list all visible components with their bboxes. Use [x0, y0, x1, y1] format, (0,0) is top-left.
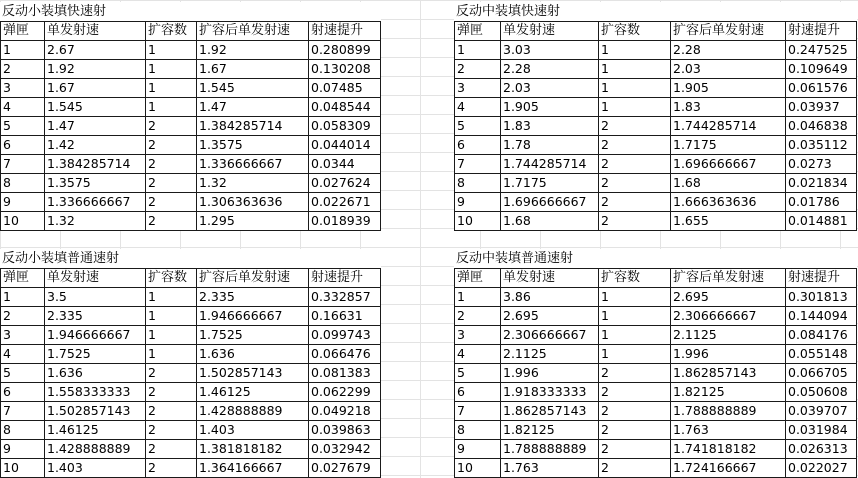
table-row — [455, 193, 857, 212]
table-row — [455, 326, 857, 345]
table-row — [1, 288, 381, 307]
table-cell[interactable]: 0.027679 — [309, 459, 381, 478]
table-cell[interactable]: 0.03937 — [786, 98, 857, 117]
table-cell[interactable]: 9 — [455, 440, 501, 459]
table-cell[interactable]: 0.247525 — [786, 41, 857, 60]
table-cell[interactable]: 7 — [455, 402, 501, 421]
table-cell[interactable]: 2 — [599, 212, 671, 231]
table-cell[interactable]: 2 — [599, 383, 671, 402]
table-row — [1, 60, 381, 79]
table-cell[interactable]: 3.5 — [45, 288, 146, 307]
table-row — [455, 41, 857, 60]
table-cell[interactable]: 2 — [455, 307, 501, 326]
table-cell[interactable]: 2 — [146, 421, 197, 440]
table-row — [1, 117, 381, 136]
table-cell[interactable]: 10 — [455, 459, 501, 478]
table-cell[interactable]: 2 — [599, 364, 671, 383]
table-title[interactable]: 反动中装填普通速射 — [456, 251, 574, 266]
header-cell-magazine[interactable]: 弹匣 — [455, 22, 501, 41]
table-row — [1, 41, 381, 60]
table-cell[interactable]: 1 — [146, 326, 197, 345]
table-title[interactable]: 反动小装填普通速射 — [2, 251, 120, 266]
table-cell[interactable]: 3.03 — [501, 41, 599, 60]
table-cell[interactable]: 1.763 — [671, 421, 786, 440]
table-cell[interactable]: 1.744285714 — [501, 155, 599, 174]
table-cell[interactable]: 1 — [146, 60, 197, 79]
table-cell[interactable]: 1 — [1, 41, 45, 60]
table-block-small-normal — [0, 249, 381, 478]
table-cell[interactable]: 1.666363636 — [671, 193, 786, 212]
table-cell[interactable]: 0.032942 — [309, 440, 381, 459]
table-row — [455, 459, 857, 478]
table-cell[interactable]: 0.046838 — [786, 117, 857, 136]
table-block-small-fast — [0, 2, 381, 231]
table-cell[interactable]: 1.67 — [197, 60, 309, 79]
table-cell[interactable]: 2.1125 — [671, 326, 786, 345]
table-row — [455, 98, 857, 117]
table-cell[interactable]: 1.7175 — [671, 136, 786, 155]
table-cell[interactable]: 0.031984 — [786, 421, 857, 440]
table-row — [1, 174, 381, 193]
table-cell[interactable]: 0.130208 — [309, 60, 381, 79]
table-cell[interactable]: 7 — [455, 155, 501, 174]
table-block-medium-fast — [454, 2, 857, 231]
table-cell[interactable]: 1.83 — [671, 98, 786, 117]
table-row — [455, 402, 857, 421]
table-cell[interactable]: 3 — [1, 326, 45, 345]
data-table — [0, 268, 381, 478]
table-cell[interactable]: 1.384285714 — [197, 117, 309, 136]
table-row — [455, 288, 857, 307]
table-cell[interactable]: 5 — [455, 117, 501, 136]
table-cell[interactable]: 2 — [146, 212, 197, 231]
table-cell[interactable]: 2 — [146, 193, 197, 212]
table-cell[interactable]: 1.545 — [45, 98, 146, 117]
table-cell[interactable]: 6 — [455, 136, 501, 155]
table-cell[interactable]: 3 — [1, 79, 45, 98]
table-cell[interactable]: 0.022671 — [309, 193, 381, 212]
table-row — [1, 402, 381, 421]
table-cell[interactable]: 1 — [599, 326, 671, 345]
table-cell[interactable]: 2.335 — [197, 288, 309, 307]
table-cell[interactable]: 0.16631 — [309, 307, 381, 326]
table-cell[interactable]: 5 — [455, 364, 501, 383]
table-cell[interactable]: 3.86 — [501, 288, 599, 307]
table-cell[interactable]: 1.918333333 — [501, 383, 599, 402]
table-cell[interactable]: 1.502857143 — [197, 364, 309, 383]
table-cell[interactable]: 1.92 — [45, 60, 146, 79]
table-cell[interactable]: 2.335 — [45, 307, 146, 326]
table-cell[interactable]: 1.3575 — [197, 136, 309, 155]
table-cell[interactable]: 0.021834 — [786, 174, 857, 193]
table-cell[interactable]: 1 — [455, 41, 501, 60]
header-row — [1, 269, 381, 288]
table-cell[interactable]: 1.82125 — [671, 383, 786, 402]
table-cell[interactable]: 0.058309 — [309, 117, 381, 136]
table-cell[interactable]: 1 — [146, 288, 197, 307]
table-cell[interactable]: 1.381818182 — [197, 440, 309, 459]
table-cell[interactable]: 1.744285714 — [671, 117, 786, 136]
table-cell[interactable]: 2 — [1, 307, 45, 326]
table-cell[interactable]: 2.28 — [671, 41, 786, 60]
table-cell[interactable]: 0.027624 — [309, 174, 381, 193]
header-cell-expansion-count[interactable]: 扩容数 — [599, 269, 671, 288]
table-cell[interactable]: 4 — [455, 345, 501, 364]
table-cell[interactable]: 8 — [455, 174, 501, 193]
table-cell[interactable]: 1 — [146, 98, 197, 117]
table-cell[interactable]: 1 — [599, 345, 671, 364]
table-row — [1, 440, 381, 459]
table-cell[interactable]: 6 — [1, 136, 45, 155]
table-cell[interactable]: 2 — [599, 193, 671, 212]
table-cell[interactable]: 2.695 — [671, 288, 786, 307]
table-cell[interactable]: 0.050608 — [786, 383, 857, 402]
table-cell[interactable]: 1.862857143 — [501, 402, 599, 421]
header-row — [1, 22, 381, 41]
table-cell[interactable]: 2 — [455, 60, 501, 79]
table-cell[interactable]: 9 — [1, 193, 45, 212]
table-cell[interactable]: 1.905 — [501, 98, 599, 117]
table-cell[interactable]: 1.3575 — [45, 174, 146, 193]
table-row — [1, 212, 381, 231]
table-cell[interactable]: 2 — [146, 155, 197, 174]
table-cell[interactable]: 1.996 — [671, 345, 786, 364]
table-cell[interactable]: 1.788888889 — [671, 402, 786, 421]
table-cell[interactable]: 2.28 — [501, 60, 599, 79]
table-cell[interactable]: 0.048544 — [309, 98, 381, 117]
table-cell[interactable]: 5 — [1, 117, 45, 136]
table-cell[interactable]: 10 — [455, 212, 501, 231]
table-row — [455, 364, 857, 383]
header-cell-fire-rate-gain[interactable]: 射速提升 — [786, 22, 857, 41]
table-cell[interactable]: 2 — [599, 174, 671, 193]
table-cell[interactable]: 2 — [146, 117, 197, 136]
header-cell-single-fire-rate[interactable]: 单发射速 — [45, 269, 146, 288]
table-cell[interactable]: 1.67 — [45, 79, 146, 98]
table-cell[interactable]: 1.46125 — [197, 383, 309, 402]
table-cell[interactable]: 1.47 — [197, 98, 309, 117]
table-cell[interactable]: 1.636 — [45, 364, 146, 383]
table-cell[interactable]: 1.336666667 — [197, 155, 309, 174]
table-cell[interactable]: 4 — [455, 98, 501, 117]
table-cell[interactable]: 1.946666667 — [45, 326, 146, 345]
table-cell[interactable]: 1.696666667 — [501, 193, 599, 212]
header-cell-magazine[interactable]: 弹匣 — [1, 269, 45, 288]
table-row — [1, 326, 381, 345]
table-cell[interactable]: 6 — [1, 383, 45, 402]
table-cell[interactable]: 0.044014 — [309, 136, 381, 155]
data-table — [454, 268, 857, 478]
table-cell[interactable]: 10 — [1, 459, 45, 478]
table-cell[interactable]: 0.061576 — [786, 79, 857, 98]
table-cell[interactable]: 1.696666667 — [671, 155, 786, 174]
table-cell[interactable]: 0.301813 — [786, 288, 857, 307]
table-cell[interactable]: 1.364166667 — [197, 459, 309, 478]
table-row — [1, 136, 381, 155]
table-cell[interactable]: 0.084176 — [786, 326, 857, 345]
table-cell[interactable]: 1.788888889 — [501, 440, 599, 459]
table-cell[interactable]: 9 — [455, 193, 501, 212]
header-cell-expansion-count[interactable]: 扩容数 — [146, 269, 197, 288]
table-title[interactable]: 反动中装填快速射 — [456, 4, 561, 19]
table-cell[interactable]: 10 — [1, 212, 45, 231]
header-cell-expanded-fire-rate[interactable]: 扩容后单发射速 — [671, 22, 786, 41]
table-cell[interactable]: 0.0344 — [309, 155, 381, 174]
table-row — [455, 174, 857, 193]
table-row — [1, 364, 381, 383]
table-row — [1, 421, 381, 440]
table-cell[interactable]: 2 — [146, 136, 197, 155]
table-row — [1, 459, 381, 478]
table-cell[interactable]: 8 — [455, 421, 501, 440]
table-cell[interactable]: 1.42 — [45, 136, 146, 155]
table-cell[interactable]: 2.03 — [501, 79, 599, 98]
table-block-medium-normal — [454, 249, 857, 478]
header-row — [455, 269, 857, 288]
table-row — [1, 79, 381, 98]
table-cell[interactable]: 1 — [599, 307, 671, 326]
table-cell[interactable]: 0.062299 — [309, 383, 381, 402]
table-row — [1, 98, 381, 117]
table-cell[interactable]: 0.022027 — [786, 459, 857, 478]
table-row — [455, 345, 857, 364]
table-cell[interactable]: 1.545 — [197, 79, 309, 98]
table-cell[interactable]: 2 — [146, 174, 197, 193]
table-cell[interactable]: 0.039707 — [786, 402, 857, 421]
table-cell[interactable]: 2 — [599, 440, 671, 459]
table-cell[interactable]: 1.7525 — [197, 326, 309, 345]
table-cell[interactable]: 2 — [146, 364, 197, 383]
table-cell[interactable]: 1 — [599, 98, 671, 117]
table-cell[interactable]: 2.306666667 — [501, 326, 599, 345]
table-cell[interactable]: 1.306363636 — [197, 193, 309, 212]
table-cell[interactable]: 6 — [455, 383, 501, 402]
table-row — [1, 383, 381, 402]
table-cell[interactable]: 1.46125 — [45, 421, 146, 440]
table-cell[interactable]: 0.0273 — [786, 155, 857, 174]
table-cell[interactable]: 0.066476 — [309, 345, 381, 364]
table-cell[interactable]: 0.144094 — [786, 307, 857, 326]
table-cell[interactable]: 0.332857 — [309, 288, 381, 307]
table-cell[interactable]: 1.82125 — [501, 421, 599, 440]
table-cell[interactable]: 0.066705 — [786, 364, 857, 383]
table-cell[interactable]: 1.295 — [197, 212, 309, 231]
table-cell[interactable]: 1 — [146, 307, 197, 326]
table-cell[interactable]: 2.695 — [501, 307, 599, 326]
header-cell-single-fire-rate[interactable]: 单发射速 — [501, 269, 599, 288]
table-cell[interactable]: 1.741818182 — [671, 440, 786, 459]
table-cell[interactable]: 2 — [599, 459, 671, 478]
table-cell[interactable]: 1.946666667 — [197, 307, 309, 326]
table-cell[interactable]: 0.055148 — [786, 345, 857, 364]
header-cell-expanded-fire-rate[interactable]: 扩容后单发射速 — [671, 269, 786, 288]
table-cell[interactable]: 4 — [1, 345, 45, 364]
table-cell[interactable]: 1 — [146, 41, 197, 60]
table-cell[interactable]: 0.099743 — [309, 326, 381, 345]
table-row — [1, 155, 381, 174]
table-cell[interactable]: 0.035112 — [786, 136, 857, 155]
header-cell-single-fire-rate[interactable]: 单发射速 — [501, 22, 599, 41]
table-cell[interactable]: 4 — [1, 98, 45, 117]
table-cell[interactable]: 0.109649 — [786, 60, 857, 79]
table-cell[interactable]: 1.403 — [45, 459, 146, 478]
table-cell[interactable]: 7 — [1, 402, 45, 421]
table-row — [455, 117, 857, 136]
table-cell[interactable]: 1.83 — [501, 117, 599, 136]
table-cell[interactable]: 1.7525 — [45, 345, 146, 364]
table-cell[interactable]: 1 — [599, 79, 671, 98]
header-cell-magazine[interactable]: 弹匣 — [1, 22, 45, 41]
table-cell[interactable]: 1.78 — [501, 136, 599, 155]
table-cell[interactable]: 2 — [599, 117, 671, 136]
table-cell[interactable]: 1.68 — [671, 174, 786, 193]
table-row — [1, 345, 381, 364]
table-cell[interactable]: 1.403 — [197, 421, 309, 440]
table-cell[interactable]: 1.32 — [45, 212, 146, 231]
table-cell[interactable]: 2.03 — [671, 60, 786, 79]
table-cell[interactable]: 2 — [599, 136, 671, 155]
header-cell-fire-rate-gain[interactable]: 射速提升 — [309, 269, 381, 288]
table-cell[interactable]: 1.47 — [45, 117, 146, 136]
table-row — [455, 60, 857, 79]
table-cell[interactable]: 3 — [455, 79, 501, 98]
table-cell[interactable]: 1 — [599, 60, 671, 79]
table-cell[interactable]: 0.01786 — [786, 193, 857, 212]
header-cell-expanded-fire-rate[interactable]: 扩容后单发射速 — [197, 269, 309, 288]
table-cell[interactable]: 1.862857143 — [671, 364, 786, 383]
table-cell[interactable]: 1.384285714 — [45, 155, 146, 174]
table-cell[interactable]: 1.68 — [501, 212, 599, 231]
table-cell[interactable]: 1.558333333 — [45, 383, 146, 402]
table-row — [455, 383, 857, 402]
table-cell[interactable]: 1.336666667 — [45, 193, 146, 212]
header-cell-expansion-count[interactable]: 扩容数 — [599, 22, 671, 41]
table-cell[interactable]: 1 — [455, 288, 501, 307]
table-cell[interactable]: 1 — [146, 345, 197, 364]
table-cell[interactable]: 5 — [1, 364, 45, 383]
table-cell[interactable]: 1.502857143 — [45, 402, 146, 421]
header-cell-expanded-fire-rate[interactable]: 扩容后单发射速 — [197, 22, 309, 41]
table-cell[interactable]: 0.026313 — [786, 440, 857, 459]
table-cell[interactable]: 1.763 — [501, 459, 599, 478]
header-cell-expansion-count[interactable]: 扩容数 — [146, 22, 197, 41]
table-cell[interactable]: 1.428888889 — [197, 402, 309, 421]
table-cell[interactable]: 2 — [146, 440, 197, 459]
table-row — [455, 155, 857, 174]
table-cell[interactable]: 2 — [146, 402, 197, 421]
table-cell[interactable]: 2 — [599, 155, 671, 174]
table-cell[interactable]: 2 — [146, 459, 197, 478]
table-cell[interactable]: 0.039863 — [309, 421, 381, 440]
table-cell[interactable]: 1 — [599, 288, 671, 307]
table-cell[interactable]: 1.724166667 — [671, 459, 786, 478]
table-cell[interactable]: 7 — [1, 155, 45, 174]
table-cell[interactable]: 1 — [146, 79, 197, 98]
table-cell[interactable]: 1.655 — [671, 212, 786, 231]
table-cell[interactable]: 1.905 — [671, 79, 786, 98]
table-cell[interactable]: 8 — [1, 174, 45, 193]
table-cell[interactable]: 1.92 — [197, 41, 309, 60]
table-row — [455, 440, 857, 459]
table-cell[interactable]: 1 — [1, 288, 45, 307]
header-row — [455, 22, 857, 41]
table-row — [455, 421, 857, 440]
table-cell[interactable]: 1.428888889 — [45, 440, 146, 459]
data-table — [454, 21, 857, 231]
table-cell[interactable]: 2.306666667 — [671, 307, 786, 326]
table-row — [455, 212, 857, 231]
table-cell[interactable]: 2 — [1, 60, 45, 79]
table-cell[interactable]: 0.280899 — [309, 41, 381, 60]
table-cell[interactable]: 9 — [1, 440, 45, 459]
table-cell[interactable]: 0.014881 — [786, 212, 857, 231]
table-cell[interactable]: 1.32 — [197, 174, 309, 193]
table-cell[interactable]: 1 — [599, 41, 671, 60]
table-row — [1, 193, 381, 212]
data-table — [0, 21, 381, 231]
header-cell-fire-rate-gain[interactable]: 射速提升 — [786, 269, 857, 288]
header-cell-magazine[interactable]: 弹匣 — [455, 269, 501, 288]
table-cell[interactable]: 1.996 — [501, 364, 599, 383]
table-cell[interactable]: 8 — [1, 421, 45, 440]
table-cell[interactable]: 1.636 — [197, 345, 309, 364]
table-cell[interactable]: 1.7175 — [501, 174, 599, 193]
table-row — [455, 136, 857, 155]
table-cell[interactable]: 2 — [146, 383, 197, 402]
table-title[interactable]: 反动小装填快速射 — [2, 4, 107, 19]
header-cell-single-fire-rate[interactable]: 单发射速 — [45, 22, 146, 41]
header-cell-fire-rate-gain[interactable]: 射速提升 — [309, 22, 381, 41]
table-cell[interactable]: 0.018939 — [309, 212, 381, 231]
table-cell[interactable]: 3 — [455, 326, 501, 345]
table-cell[interactable]: 0.07485 — [309, 79, 381, 98]
table-row — [1, 307, 381, 326]
table-cell[interactable]: 0.081383 — [309, 364, 381, 383]
table-cell[interactable]: 2 — [599, 421, 671, 440]
table-row — [455, 79, 857, 98]
table-cell[interactable]: 2.1125 — [501, 345, 599, 364]
table-cell[interactable]: 2.67 — [45, 41, 146, 60]
table-cell[interactable]: 2 — [599, 402, 671, 421]
table-cell[interactable]: 0.049218 — [309, 402, 381, 421]
table-row — [455, 307, 857, 326]
